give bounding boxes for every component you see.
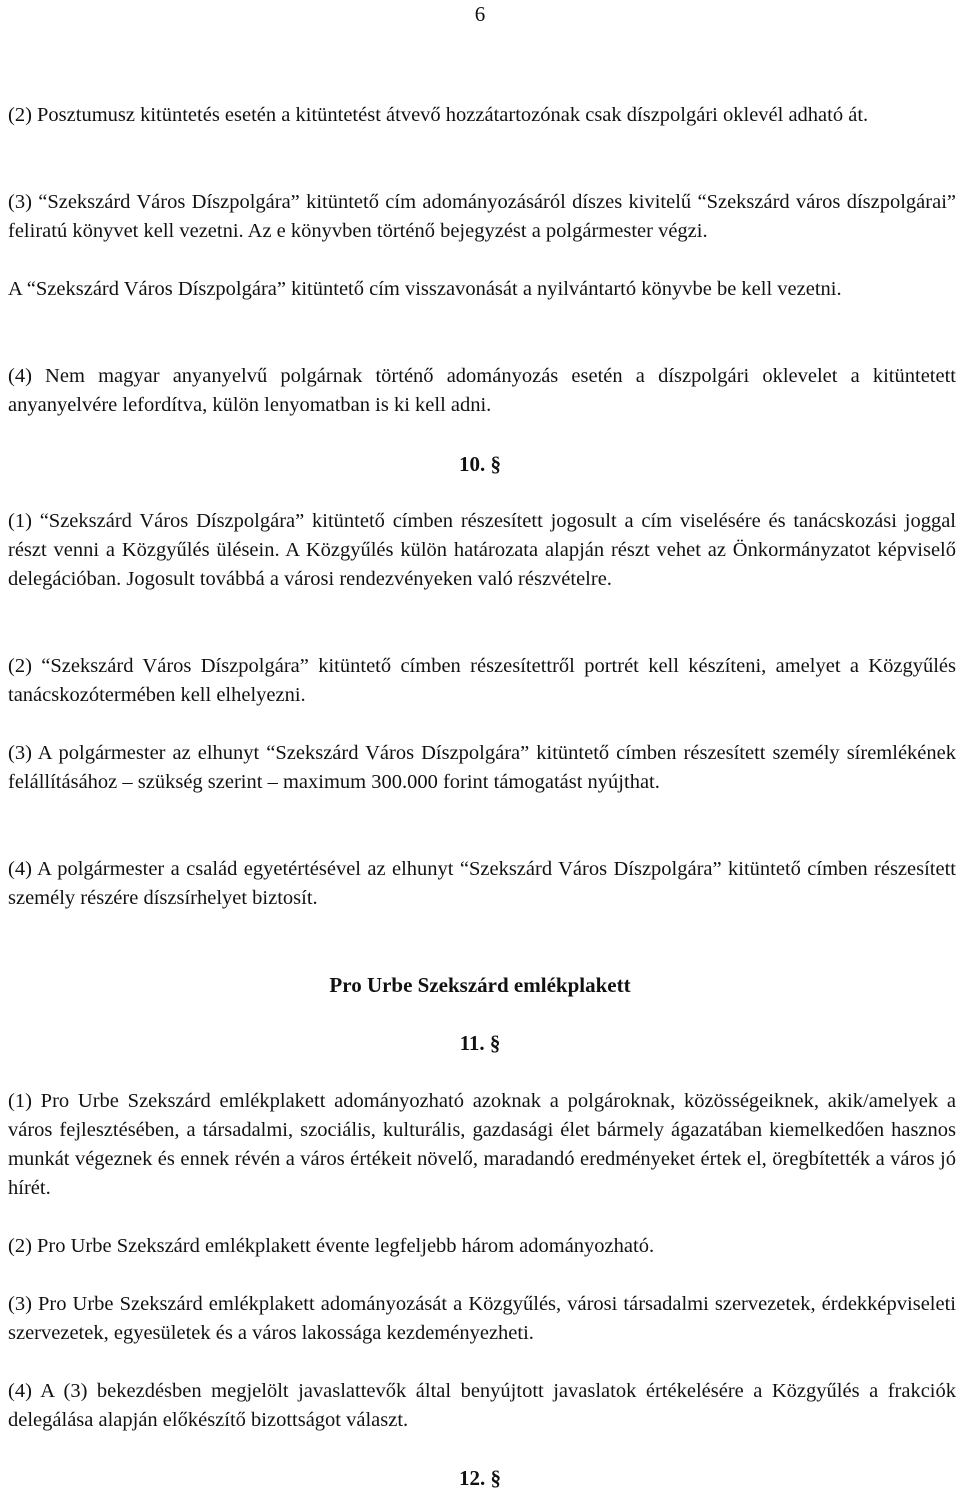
paragraph-10-4: (4) A polgármester a család egyetértésével az elhunyt “Szekszárd Város Díszpolgára” kitüntető címben részesített személy részére díszsírhelyet biztosít. (8, 858, 956, 909)
paragraph-11-4: (4) A (3) bekezdésben megjelölt javaslattevők által benyújtott javaslatok értékelésére a Közgyűlés a frakciók delegálása alapján előkészítő bizottságot választ. (8, 1380, 956, 1431)
paragraph-11-3: (3) Pro Urbe Szekszárd emlékplakett adományozását a Közgyűlés, városi társadalmi szervezetek, érdekképviseleti szervezetek, egyesületek és a város lakossága kezdeményezheti. (8, 1293, 956, 1344)
section-heading-12: 12. § (459, 1466, 501, 1490)
paragraph-10-3: (3) A polgármester az elhunyt “Szekszárd Város Díszpolgára” kitüntető címben részesített személy síremlékének felállításához – szükség szerint – maximum 300.000 forint támogatást nyújthat. (8, 742, 956, 793)
paragraph-10-2: (2) “Szekszárd Város Díszpolgára” kitüntető címben részesítettről portrét kell készíteni, amelyet a Közgyűlés tanácskozótermében kell elhelyezni. (8, 655, 956, 706)
chapter-title-pro-urbe: Pro Urbe Szekszárd emlékplakett (329, 973, 631, 997)
paragraph-9-4: (4) Nem magyar anyanyelvű polgárnak történő adományozás esetén a díszpolgári oklevelet a kitüntetett anyanyelvére lefordítva, külön lenyomatban is ki kell adni. (8, 365, 956, 416)
paragraph-9-3: (3) “Szekszárd Város Díszpolgára” kitüntető cím adományozásáról díszes kivitelű “Szekszárd város díszpolgárai” feliratú könyvet kell vezetni. Az e könyvben történő bejegyzést a polgármester végzi. (8, 191, 956, 242)
paragraph-11-2: (2) Pro Urbe Szekszárd emlékplakett évente legfeljebb három adományozható. (8, 1235, 655, 1257)
page-number: 6 (474, 2, 486, 26)
paragraph-9-3-continued: A “Szekszárd Város Díszpolgára” kitüntető cím visszavonását a nyilvántartó könyvbe be kell vezetni. (8, 278, 842, 300)
paragraph-9-2: (2) Posztumusz kitüntetés esetén a kitüntetést átvevő hozzátartozónak csak díszpolgári oklevél adható át. (8, 104, 869, 126)
section-heading-10: 10. § (459, 452, 501, 476)
section-heading-11: 11. § (459, 1031, 501, 1055)
paragraph-11-1: (1) Pro Urbe Szekszárd emlékplakett adományozható azoknak a polgároknak, közösségeiknek, akik/amelyek a város fejlesztésében, a társadalmi, szociális, kulturális, gazdasági élet bármely ágazatában kiemelkedően hasznos munkát végeznek és ennek révén a város értékeit növelő, maradandó eredményeket értek el, öregbítették a város jó hírét. (8, 1090, 956, 1199)
paragraph-10-1: (1) “Szekszárd Város Díszpolgára” kitüntető címben részesített jogosult a cím viselésére és tanácskozási joggal részt venni a Közgyűlés ülésein. A Közgyűlés külön határozata alapján részt vehet az Önkormányzatot képviselő delegációban. Jogosult továbbá a városi rendezvényeken való részvételre. (8, 510, 956, 590)
